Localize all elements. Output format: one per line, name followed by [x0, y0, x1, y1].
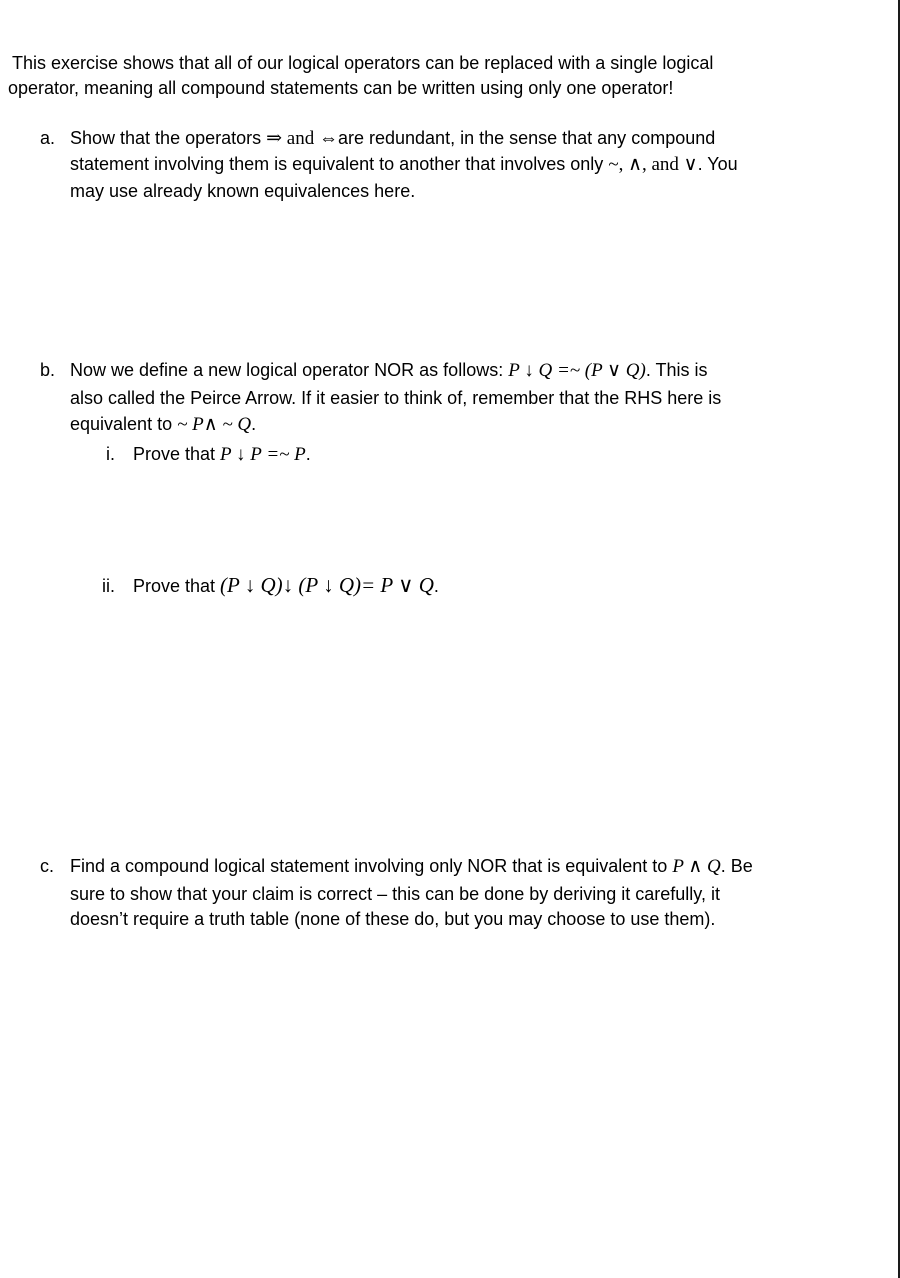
part-b-ii-line [133, 573, 439, 598]
part-b-period: . [251, 414, 257, 434]
part-b-ii-period: . [433, 576, 439, 596]
part-b-ii-marker: ii. [102, 576, 115, 596]
part-a-text-2: are redundant, in the sense that any compound [337, 128, 716, 148]
part-a-text-1: Show that the operators [70, 128, 267, 148]
and-word: and [282, 128, 319, 149]
rhs-expression: ~ P∧ ~ Q [177, 414, 252, 435]
part-c-line-1 [70, 854, 753, 879]
part-b-text-2: . This is [645, 360, 708, 380]
part-c-text-2: . Be [720, 856, 753, 876]
part-a-line-3: may use already known equivalences here. [70, 181, 416, 201]
part-b-i-marker: i. [106, 444, 115, 464]
nor-definition: P ↓ Q =~ (P ∨ Q) [508, 360, 646, 381]
part-b-i-text: Prove that [133, 444, 221, 464]
part-b-text-4: equivalent to [70, 414, 178, 434]
part-c-line-3: doesn’t require a truth table (none of these do, but you may choose to use them). [70, 909, 716, 929]
part-b-ii-text: Prove that [133, 576, 221, 596]
iff-symbol: ⇔ [318, 128, 338, 149]
part-a-marker: a. [40, 128, 56, 148]
part-b-i-line [133, 442, 311, 467]
part-b-i-period: . [305, 444, 311, 464]
part-a-text-4: . You [697, 154, 738, 174]
part-a-line-1 [70, 126, 715, 151]
part-c-marker: c. [40, 856, 55, 876]
part-b-i-expression: P ↓ P =~ P [220, 444, 306, 465]
part-c-text-1: Find a compound logical statement involving only NOR that is equivalent to [70, 856, 673, 876]
part-c-expression: P ∧ Q [672, 856, 721, 877]
part-b-line-2: also called the Peirce Arrow. If it easier to think of, remember that the RHS here is [70, 388, 722, 408]
part-b-marker: b. [40, 360, 56, 380]
part-b-text-1: Now we define a new logical operator NOR as follows: [70, 360, 509, 380]
operator-symbols: ~, ∧, and ∨ [608, 154, 698, 175]
part-b-line-1 [70, 358, 708, 383]
part-a-line-2 [70, 152, 738, 177]
intro-line-1: This exercise shows that all of our logical operators can be replaced with a single logical [12, 53, 714, 73]
implies-symbol: ⇒ [266, 128, 283, 149]
intro-line-2: operator, meaning all compound statements can be written using only one operator! [8, 78, 674, 98]
part-c-line-2: sure to show that your claim is correct – this can be done by deriving it carefully, it [70, 884, 720, 904]
part-b-ii-expression: (P ↓ Q)↓ (P ↓ Q)= P ∨ Q [220, 573, 434, 597]
part-b-line-3 [70, 412, 256, 437]
part-a-text-3: statement involving them is equivalent to another that involves only [70, 154, 609, 174]
